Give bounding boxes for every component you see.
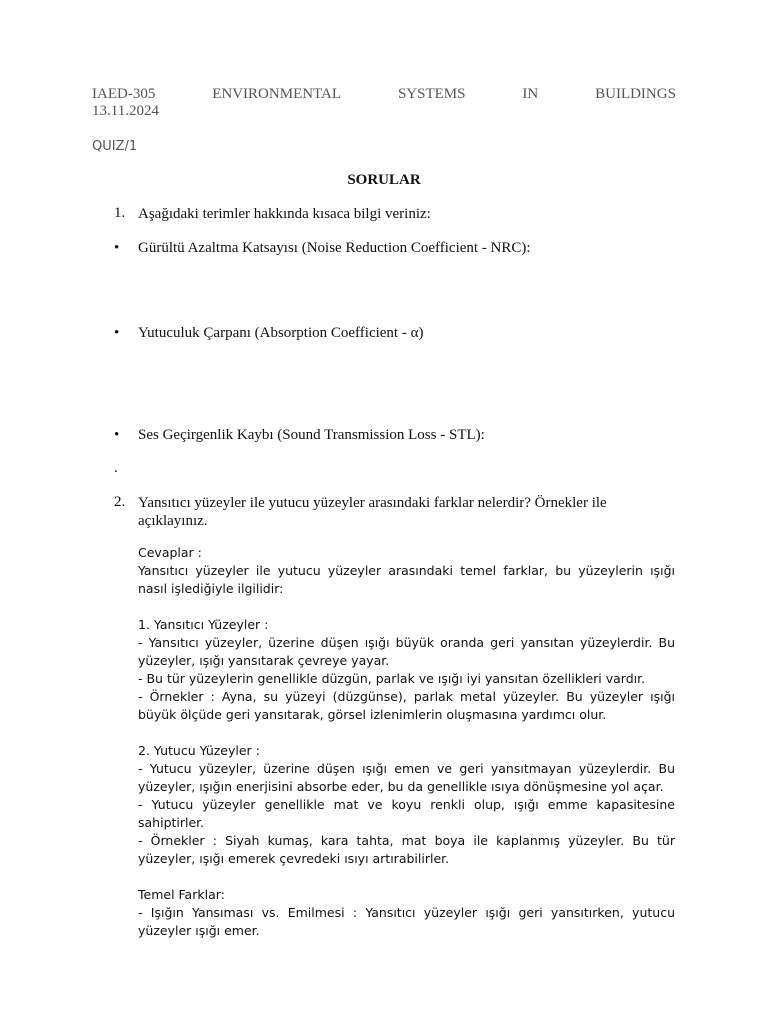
- section-1-point-1: - Yansıtıcı yüzeyler, üzerine düşen ışığı büyük oranda geri yansıtan yüzeylerdir. Bu yüzeyler, ışığı yansıtarak çevreye yayar.: [138, 635, 675, 668]
- bullet-icon: •: [114, 427, 120, 443]
- question-2-number: 2.: [114, 494, 126, 510]
- section-1-title: 1. Yansıtıcı Yüzeyler :: [138, 617, 269, 632]
- bullet-icon: •: [114, 240, 120, 256]
- section-2-point-1: - Yutucu yüzeyler, üzerine düşen ışığı emen ve geri yansıtmayan yüzeylerdir. Bu yüzeyler, ışığın enerjisini absorbe eder, bu da genellikle ısıya dönüşmesine yol açar.: [138, 761, 675, 794]
- course-title-word-1: ENVIRONMENTAL: [212, 86, 342, 102]
- question-1-text: Aşağıdaki terimler hakkında kısaca bilgi veriniz:: [138, 206, 431, 222]
- section-1-point-3: - Örnekler : Ayna, su yüzeyi (düzgünse), parlak metal yüzeyler. Bu yüzeyler ışığı büyük ölçüde geri yansıtarak, görsel izlenimlerin oluşmasına yardımcı olur.: [138, 689, 675, 722]
- quiz-label: QUIZ/1: [92, 139, 138, 154]
- course-title-word-2: SYSTEMS: [397, 86, 466, 102]
- page-title: SORULAR: [347, 172, 421, 188]
- differences-point-1: - Işığın Yansıması vs. Emilmesi : Yansıtıcı yüzeyler ışığı geri yansıtırken, yutucu yüzeyler ışığı emer.: [138, 905, 675, 938]
- question-2-text: Yansıtıcı yüzeyler ile yutucu yüzeyler arasındaki farklar nelerdir? Örnekler ile açıklayınız.: [138, 495, 607, 529]
- answer-intro: Yansıtıcı yüzeyler ile yutucu yüzeyler arasındaki temel farklar, bu yüzeylerin ışığı nasıl işlediğiyle ilgilidir:: [138, 563, 675, 596]
- term-stl: Ses Geçirgenlik Kaybı (Sound Transmission Loss - STL):: [138, 427, 485, 443]
- course-header: [92, 86, 676, 103]
- section-2-title: 2. Yutucu Yüzeyler :: [138, 743, 260, 758]
- course-title-word-3: IN: [522, 86, 539, 102]
- bullet-icon: •: [114, 325, 120, 341]
- exam-date: 13.11.2024: [92, 103, 159, 119]
- course-title-word-4: BUILDINGS: [595, 86, 676, 102]
- section-2-point-3: - Örnekler : Siyah kumaş, kara tahta, mat boya ile kaplanmış yüzeyler. Bu tür yüzeyler, ışığı emerek çevredeki ısıyı artırabilirler.: [138, 833, 675, 866]
- stray-period: .: [114, 460, 118, 476]
- answer-block: [138, 544, 675, 940]
- section-2-point-2: - Yutucu yüzeyler genellikle mat ve koyu renkli olup, ışığı emme kapasitesine sahiptirler.: [138, 797, 675, 830]
- term-nrc: Gürültü Azaltma Katsayısı (Noise Reduction Coefficient - NRC):: [138, 240, 531, 256]
- section-1-point-2: - Bu tür yüzeylerin genellikle düzgün, parlak ve ışığı iyi yansıtan özellikleri vardır.: [138, 671, 646, 686]
- course-code: IAED-305: [92, 86, 156, 102]
- answer-heading: Cevaplar :: [138, 545, 202, 560]
- term-absorption: Yutuculuk Çarpanı (Absorption Coefficient - α): [138, 325, 424, 341]
- question-1-number: 1.: [114, 205, 126, 221]
- differences-title: Temel Farklar:: [138, 887, 225, 902]
